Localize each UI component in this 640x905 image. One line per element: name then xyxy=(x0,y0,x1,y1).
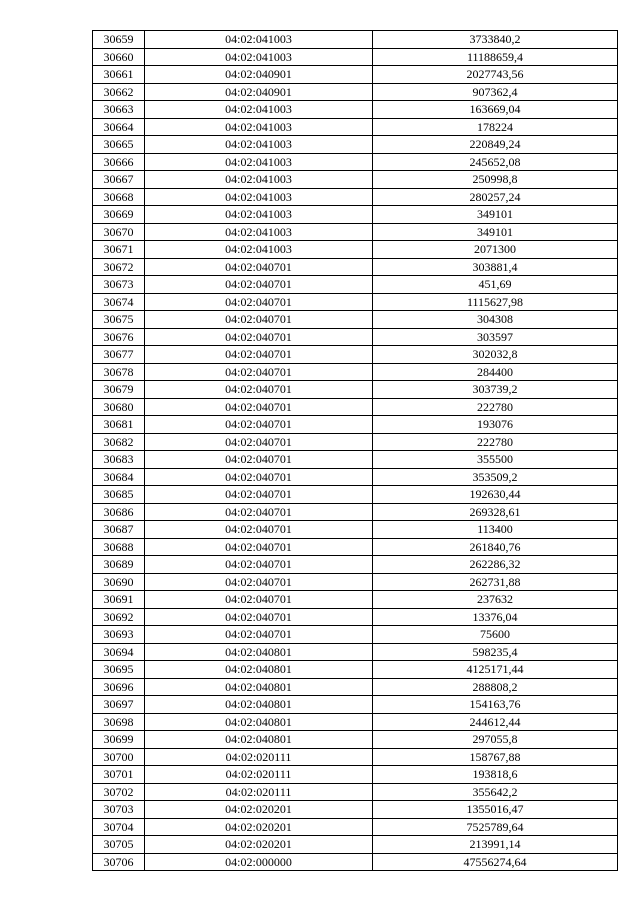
cadastral-code-cell: 04:02:040701 xyxy=(145,398,373,416)
cadastral-code-cell: 04:02:040701 xyxy=(145,433,373,451)
cadastral-code-cell: 04:02:040701 xyxy=(145,363,373,381)
table-row xyxy=(93,503,618,521)
value-cell: 261840,76 xyxy=(373,538,618,556)
table-row xyxy=(93,556,618,574)
row-number-cell: 30702 xyxy=(93,783,145,801)
table-row xyxy=(93,766,618,784)
value-cell: 213991,14 xyxy=(373,836,618,854)
value-cell: 349101 xyxy=(373,223,618,241)
cadastral-code-cell: 04:02:020201 xyxy=(145,836,373,854)
cadastral-code-cell: 04:02:041003 xyxy=(145,136,373,154)
table-row xyxy=(93,363,618,381)
value-cell: 113400 xyxy=(373,521,618,539)
cadastral-code-cell: 04:02:020201 xyxy=(145,818,373,836)
table-row xyxy=(93,223,618,241)
value-cell: 1115627,98 xyxy=(373,293,618,311)
cadastral-code-cell: 04:02:040701 xyxy=(145,503,373,521)
table-row xyxy=(93,748,618,766)
table-row xyxy=(93,293,618,311)
row-number-cell: 30706 xyxy=(93,853,145,871)
value-cell: 269328,61 xyxy=(373,503,618,521)
value-cell: 245652,08 xyxy=(373,153,618,171)
row-number-cell: 30672 xyxy=(93,258,145,276)
row-number-cell: 30670 xyxy=(93,223,145,241)
row-number-cell: 30674 xyxy=(93,293,145,311)
row-number-cell: 30687 xyxy=(93,521,145,539)
value-cell: 192630,44 xyxy=(373,486,618,504)
row-number-cell: 30685 xyxy=(93,486,145,504)
value-cell: 75600 xyxy=(373,626,618,644)
value-cell: 598235,4 xyxy=(373,643,618,661)
cadastral-code-cell: 04:02:041003 xyxy=(145,188,373,206)
value-cell: 2027743,56 xyxy=(373,66,618,84)
row-number-cell: 30669 xyxy=(93,206,145,224)
table-row xyxy=(93,538,618,556)
table-row xyxy=(93,258,618,276)
data-table xyxy=(92,30,618,871)
table-row xyxy=(93,328,618,346)
cadastral-code-cell: 04:02:040801 xyxy=(145,661,373,679)
value-cell: 193076 xyxy=(373,416,618,434)
value-cell: 3733840,2 xyxy=(373,31,618,49)
value-cell: 13376,04 xyxy=(373,608,618,626)
value-cell: 47556274,64 xyxy=(373,853,618,871)
cadastral-code-cell: 04:02:040801 xyxy=(145,678,373,696)
cadastral-code-cell: 04:02:040701 xyxy=(145,608,373,626)
value-cell: 163669,04 xyxy=(373,101,618,119)
row-number-cell: 30660 xyxy=(93,48,145,66)
cadastral-code-cell: 04:02:040801 xyxy=(145,713,373,731)
cadastral-code-cell: 04:02:041003 xyxy=(145,206,373,224)
cadastral-code-cell: 04:02:040701 xyxy=(145,626,373,644)
cadastral-code-cell: 04:02:040701 xyxy=(145,451,373,469)
row-number-cell: 30696 xyxy=(93,678,145,696)
table-row xyxy=(93,118,618,136)
row-number-cell: 30677 xyxy=(93,346,145,364)
value-cell: 349101 xyxy=(373,206,618,224)
cadastral-code-cell: 04:02:040801 xyxy=(145,696,373,714)
table-row xyxy=(93,608,618,626)
row-number-cell: 30663 xyxy=(93,101,145,119)
row-number-cell: 30701 xyxy=(93,766,145,784)
table-row xyxy=(93,136,618,154)
cadastral-code-cell: 04:02:040701 xyxy=(145,486,373,504)
cadastral-code-cell: 04:02:040701 xyxy=(145,521,373,539)
table-row xyxy=(93,101,618,119)
row-number-cell: 30690 xyxy=(93,573,145,591)
cadastral-code-cell: 04:02:040701 xyxy=(145,311,373,329)
cadastral-code-cell: 04:02:041003 xyxy=(145,241,373,259)
cadastral-code-cell: 04:02:041003 xyxy=(145,101,373,119)
row-number-cell: 30691 xyxy=(93,591,145,609)
row-number-cell: 30686 xyxy=(93,503,145,521)
cadastral-code-cell: 04:02:040901 xyxy=(145,83,373,101)
cadastral-code-cell: 04:02:040701 xyxy=(145,573,373,591)
row-number-cell: 30694 xyxy=(93,643,145,661)
row-number-cell: 30692 xyxy=(93,608,145,626)
row-number-cell: 30665 xyxy=(93,136,145,154)
cadastral-code-cell: 04:02:041003 xyxy=(145,171,373,189)
table-row xyxy=(93,276,618,294)
table-row xyxy=(93,731,618,749)
value-cell: 193818,6 xyxy=(373,766,618,784)
row-number-cell: 30700 xyxy=(93,748,145,766)
value-cell: 222780 xyxy=(373,398,618,416)
row-number-cell: 30662 xyxy=(93,83,145,101)
value-cell: 222780 xyxy=(373,433,618,451)
table-row xyxy=(93,381,618,399)
value-cell: 250998,8 xyxy=(373,171,618,189)
table-row xyxy=(93,48,618,66)
value-cell: 158767,88 xyxy=(373,748,618,766)
row-number-cell: 30668 xyxy=(93,188,145,206)
value-cell: 303597 xyxy=(373,328,618,346)
cadastral-code-cell: 04:02:040701 xyxy=(145,468,373,486)
row-number-cell: 30699 xyxy=(93,731,145,749)
cadastral-code-cell: 04:02:020111 xyxy=(145,783,373,801)
value-cell: 2071300 xyxy=(373,241,618,259)
row-number-cell: 30703 xyxy=(93,801,145,819)
row-number-cell: 30671 xyxy=(93,241,145,259)
table-row xyxy=(93,626,618,644)
value-cell: 284400 xyxy=(373,363,618,381)
table-row xyxy=(93,188,618,206)
cadastral-code-cell: 04:02:020111 xyxy=(145,748,373,766)
value-cell: 154163,76 xyxy=(373,696,618,714)
row-number-cell: 30666 xyxy=(93,153,145,171)
row-number-cell: 30679 xyxy=(93,381,145,399)
table-row xyxy=(93,591,618,609)
value-cell: 288808,2 xyxy=(373,678,618,696)
cadastral-code-cell: 04:02:000000 xyxy=(145,853,373,871)
table-row xyxy=(93,153,618,171)
row-number-cell: 30689 xyxy=(93,556,145,574)
table-row xyxy=(93,853,618,871)
cadastral-code-cell: 04:02:020111 xyxy=(145,766,373,784)
table-row xyxy=(93,398,618,416)
row-number-cell: 30693 xyxy=(93,626,145,644)
cadastral-code-cell: 04:02:040701 xyxy=(145,328,373,346)
row-number-cell: 30683 xyxy=(93,451,145,469)
row-number-cell: 30684 xyxy=(93,468,145,486)
value-cell: 237632 xyxy=(373,591,618,609)
table-row xyxy=(93,206,618,224)
value-cell: 355642,2 xyxy=(373,783,618,801)
cadastral-code-cell: 04:02:040701 xyxy=(145,293,373,311)
cadastral-code-cell: 04:02:040801 xyxy=(145,731,373,749)
row-number-cell: 30695 xyxy=(93,661,145,679)
cadastral-code-cell: 04:02:040901 xyxy=(145,66,373,84)
table-row xyxy=(93,346,618,364)
value-cell: 303881,4 xyxy=(373,258,618,276)
cadastral-code-cell: 04:02:041003 xyxy=(145,118,373,136)
cadastral-code-cell: 04:02:041003 xyxy=(145,153,373,171)
row-number-cell: 30673 xyxy=(93,276,145,294)
row-number-cell: 30688 xyxy=(93,538,145,556)
value-cell: 303739,2 xyxy=(373,381,618,399)
cadastral-code-cell: 04:02:040701 xyxy=(145,258,373,276)
value-cell: 907362,4 xyxy=(373,83,618,101)
table-row xyxy=(93,661,618,679)
table-row xyxy=(93,521,618,539)
table-row xyxy=(93,836,618,854)
row-number-cell: 30676 xyxy=(93,328,145,346)
cadastral-code-cell: 04:02:040701 xyxy=(145,346,373,364)
value-cell: 302032,8 xyxy=(373,346,618,364)
row-number-cell: 30697 xyxy=(93,696,145,714)
table-row xyxy=(93,433,618,451)
row-number-cell: 30667 xyxy=(93,171,145,189)
cadastral-code-cell: 04:02:020201 xyxy=(145,801,373,819)
table-body xyxy=(93,31,618,871)
table-row xyxy=(93,486,618,504)
table-row xyxy=(93,311,618,329)
row-number-cell: 30704 xyxy=(93,818,145,836)
row-number-cell: 30681 xyxy=(93,416,145,434)
cadastral-code-cell: 04:02:040701 xyxy=(145,538,373,556)
row-number-cell: 30675 xyxy=(93,311,145,329)
value-cell: 1355016,47 xyxy=(373,801,618,819)
table-row xyxy=(93,468,618,486)
table-row xyxy=(93,416,618,434)
cadastral-code-cell: 04:02:040701 xyxy=(145,591,373,609)
cadastral-code-cell: 04:02:041003 xyxy=(145,31,373,49)
table-row xyxy=(93,696,618,714)
row-number-cell: 30705 xyxy=(93,836,145,854)
value-cell: 353509,2 xyxy=(373,468,618,486)
value-cell: 220849,24 xyxy=(373,136,618,154)
table-row xyxy=(93,713,618,731)
table-row xyxy=(93,83,618,101)
row-number-cell: 30678 xyxy=(93,363,145,381)
table-row xyxy=(93,451,618,469)
row-number-cell: 30682 xyxy=(93,433,145,451)
value-cell: 4125171,44 xyxy=(373,661,618,679)
cadastral-code-cell: 04:02:040701 xyxy=(145,556,373,574)
value-cell: 355500 xyxy=(373,451,618,469)
table-row xyxy=(93,818,618,836)
table-row xyxy=(93,678,618,696)
row-number-cell: 30680 xyxy=(93,398,145,416)
row-number-cell: 30698 xyxy=(93,713,145,731)
cadastral-code-cell: 04:02:040701 xyxy=(145,416,373,434)
value-cell: 451,69 xyxy=(373,276,618,294)
table-row xyxy=(93,241,618,259)
cadastral-code-cell: 04:02:040701 xyxy=(145,381,373,399)
row-number-cell: 30664 xyxy=(93,118,145,136)
cadastral-code-cell: 04:02:041003 xyxy=(145,48,373,66)
table-row xyxy=(93,573,618,591)
row-number-cell: 30659 xyxy=(93,31,145,49)
value-cell: 262286,32 xyxy=(373,556,618,574)
value-cell: 297055,8 xyxy=(373,731,618,749)
value-cell: 7525789,64 xyxy=(373,818,618,836)
cadastral-code-cell: 04:02:040701 xyxy=(145,276,373,294)
value-cell: 304308 xyxy=(373,311,618,329)
table-row xyxy=(93,783,618,801)
value-cell: 244612,44 xyxy=(373,713,618,731)
cadastral-code-cell: 04:02:041003 xyxy=(145,223,373,241)
row-number-cell: 30661 xyxy=(93,66,145,84)
value-cell: 178224 xyxy=(373,118,618,136)
table-row xyxy=(93,643,618,661)
table-row xyxy=(93,66,618,84)
table-row xyxy=(93,31,618,49)
value-cell: 11188659,4 xyxy=(373,48,618,66)
table-row xyxy=(93,801,618,819)
value-cell: 262731,88 xyxy=(373,573,618,591)
cadastral-code-cell: 04:02:040801 xyxy=(145,643,373,661)
table-row xyxy=(93,171,618,189)
value-cell: 280257,24 xyxy=(373,188,618,206)
